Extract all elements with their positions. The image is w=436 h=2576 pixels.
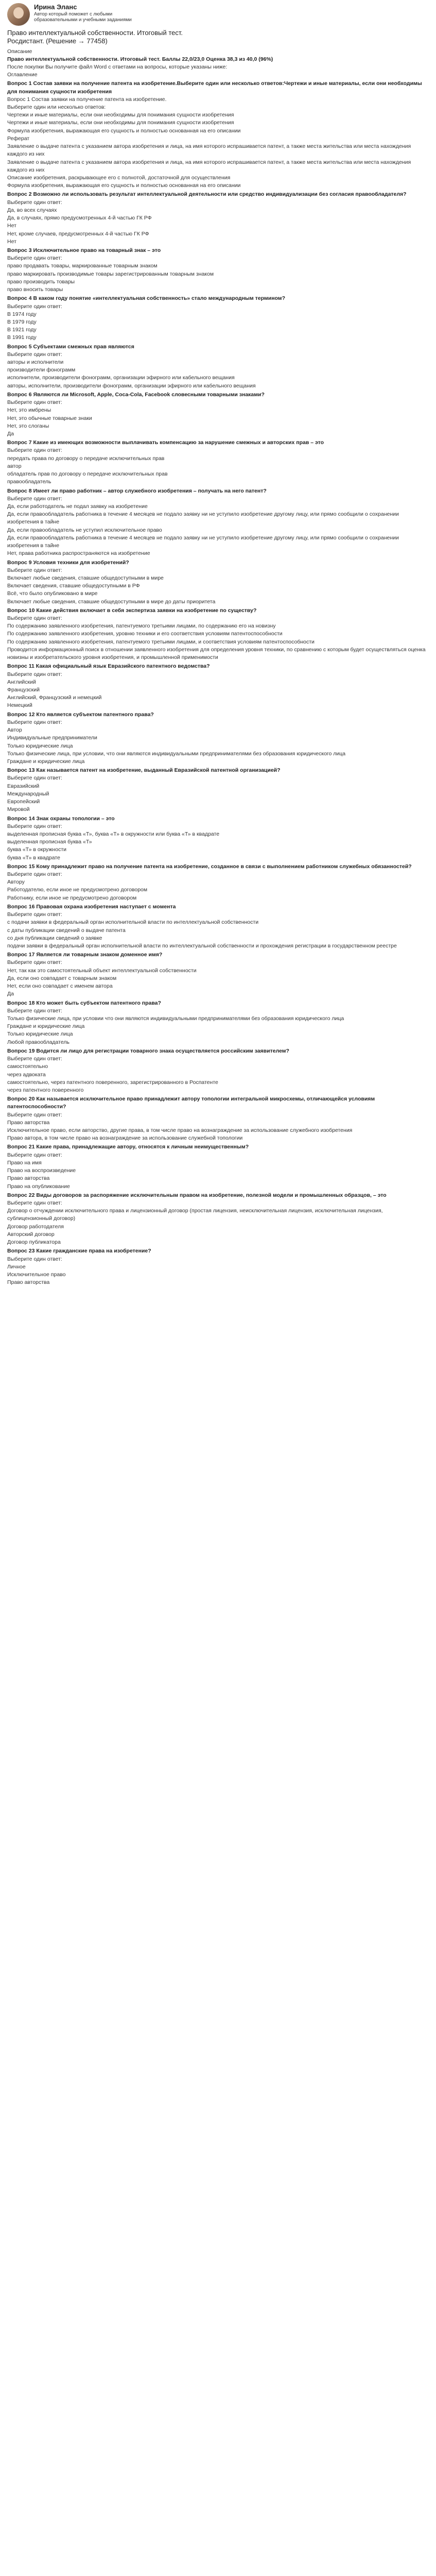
answer-option: Нет, если оно совпадает с именем автора <box>7 983 113 990</box>
answer-option: Исключительное право <box>7 1271 66 1278</box>
question-title: Вопрос 5 Субъектами смежных прав являются <box>7 343 134 350</box>
choose-prompt: Выберите один ответ: <box>7 303 62 310</box>
answer-option: Включает любые сведения, ставшие общедоступными в мире <box>7 574 164 581</box>
answer-option: Работодателю, если иное не предусмотрено договором <box>7 887 148 893</box>
answer-option: с даты публикации сведений о выдаче патента <box>7 927 126 934</box>
choose-prompt: Выберите один ответ: <box>7 495 62 502</box>
answer-option: По содержанию заявленного изобретения, уровню техники и его соответствия условиям патентоспособности <box>7 631 283 637</box>
answer-option: Только юридические лица <box>7 1031 73 1038</box>
answer-option: По содержанию заявленного изобретения, патентуемого третьими лицами, по содержанию его на новизну <box>7 623 276 630</box>
choose-prompt: Выберите один ответ: <box>7 911 62 918</box>
answer-option: Да, если работодатель не подал заявку на изобретение <box>7 503 148 510</box>
answer-option: Французский <box>7 687 40 693</box>
author-info <box>34 3 152 23</box>
answer-option: Чертежи и иные материалы, если они необходимы для понимания сущности изобретения <box>7 120 234 126</box>
choose-prompt: Выберите один ответ: <box>7 775 62 782</box>
question-title: Вопрос 22 Виды договоров за распоряжение исключительным правом на изобретение, полезной модели и промышленных образцов, – это <box>7 1192 387 1198</box>
choose-prompt: Выберите один ответ: <box>7 1151 62 1158</box>
question-block <box>7 607 429 662</box>
question-title: Вопрос 19 Водится ли лицо для регистрации товарного знака осуществляется российским заявителем? <box>7 1047 289 1054</box>
question-title: Вопрос 14 Знак охраны топологии – это <box>7 815 115 822</box>
question-block <box>7 863 429 902</box>
answer-option: Автору <box>7 879 25 886</box>
answer-option: По содержанию заявленного изобретения, патентуемого третьими лицами, и соответствия условиям патентоспособности <box>7 638 315 645</box>
question-block <box>7 487 429 558</box>
answer-option: Проводится информационный поиск в отношении заявленного изобретения для определения уровня техники, по сравнению с которым будет осуществляться оценка новизны и изобретательского уровня изобретения, и промышленной применимости <box>7 646 426 661</box>
answer-option: Индивидуальные предприниматели <box>7 735 97 741</box>
answer-option: Договор о отчуждении исключительного права и лицензионный договор (простая лицензия, неисключительная лицензия, исключительная лицензия, сублицензионный договор) <box>7 1208 383 1222</box>
question-title: Вопрос 23 Какие гражданские права на изобретение? <box>7 1248 151 1255</box>
choose-prompt: Выберите один ответ: <box>7 1111 62 1118</box>
answer-option: авторы и исполнители <box>7 359 64 366</box>
author-description: Автор который поможет с любыми образовательными и учебными заданиями <box>34 11 132 23</box>
answer-option: Заявление о выдаче патента с указанием автора изобретения и лица, на имя которого испрашивается патент, а также места жительства или места нахождения каждого из них <box>7 159 411 173</box>
choose-prompt: Выберите один ответ: <box>7 567 62 573</box>
answer-option: право продавать товары, маркированные товарным знаком <box>7 263 158 269</box>
question-block <box>7 903 429 950</box>
choose-prompt: Выберите один ответ: <box>7 823 62 829</box>
answer-option: В 1974 году <box>7 311 37 317</box>
answer-option: Граждане и юридические лица <box>7 1023 85 1030</box>
answer-option: В 1991 году <box>7 334 37 341</box>
question-title: Вопрос 4 В каком году понятие «интеллектуальная собственность» стало международным термином? <box>7 295 285 302</box>
answer-option: Только физические лица, при условии что они являются индивидуальными предпринимателями без образования юридического лица <box>7 1015 344 1022</box>
answer-option: самостоятельно <box>7 1063 48 1070</box>
answer-option: Реферат <box>7 135 30 142</box>
answer-option: Только юридические лица <box>7 742 73 749</box>
answer-option: Да, во всех случаях <box>7 207 57 213</box>
answer-option: Авторский договор <box>7 1231 55 1238</box>
answer-option: авторы, исполнители, производители фонограмм, организации эфирного или кабельного вещания <box>7 382 256 389</box>
toc-label: Оглавление <box>7 72 38 78</box>
answer-option: Международный <box>7 790 49 797</box>
answer-option: буква «Т» в окружности <box>7 846 66 853</box>
answer-option: Право на воспроизведение <box>7 1167 76 1174</box>
title-block <box>7 29 429 46</box>
question-block <box>7 1143 429 1190</box>
question-block <box>7 295 429 342</box>
answer-option: Формула изобретения, выражающая его сущность и полностью основанная на его описании <box>7 182 241 189</box>
question-title: Вопрос 9 Условия техники для изобретений? <box>7 559 129 566</box>
answer-option: Нет, это слоганы <box>7 422 49 429</box>
answer-option: передать права по договору о передаче исключительных прав <box>7 455 165 462</box>
answer-option: Включает сведения, ставшие общедоступными в РФ <box>7 583 140 589</box>
answer-option: Всё, что было опубликовано в мире <box>7 590 98 597</box>
answer-option: через патентного поверенного <box>7 1087 84 1093</box>
answer-option: правообладатель <box>7 479 51 485</box>
answer-option: Да <box>7 991 14 997</box>
answer-option: выделенная прописная буква «Т», буква «Т» в окружности или буква «Т» в квадрате <box>7 831 220 837</box>
answer-option: Евразийский <box>7 783 40 789</box>
question-title: Вопрос 21 Какие права, принадлежащие автору, относятся к личным неимущественным? <box>7 1144 249 1150</box>
question-title: Вопрос 1 Состав заявки на получение патента на изобретение.Выберите один или несколько ответов:Чертежи и иные материалы, если они необходимы для понимания сущности изобретения <box>7 80 422 95</box>
question-block <box>7 663 429 709</box>
answer-option: Английский <box>7 679 36 685</box>
question-block <box>7 559 429 606</box>
answer-option: Нет, права работника распространяются на изобретение <box>7 550 150 557</box>
question-block <box>7 1095 429 1142</box>
answer-option: через адвоката <box>7 1071 46 1078</box>
answer-option: самостоятельно, через патентного поверенного, зарегистрированного в Роспатенте <box>7 1079 218 1086</box>
answer-option: Описание изобретения, раскрывающее его с полнотой, достаточной для осуществления <box>7 175 231 181</box>
answer-option: со дня публикации сведений о заявке <box>7 935 102 941</box>
question-title: Вопрос 7 Какие из имеющих возможности выплачивать компенсацию за нарушение смежных и авторских прав – это <box>7 439 324 446</box>
answer-option: Английский, Французский и немецкий <box>7 694 102 701</box>
question-title: Вопрос 16 Правовая охрана изобретения наступает с момента <box>7 903 176 910</box>
answer-option: В 1979 году <box>7 318 37 325</box>
question-block <box>7 391 429 438</box>
answer-option: Нет, это обычные товарные знаки <box>7 415 92 421</box>
answer-option: Включает любые сведения, ставшие общедоступными в мире до даты приоритета <box>7 598 216 605</box>
answer-option: исполнители, производители фонограмм, организации эфирного или кабельного вещания <box>7 375 235 381</box>
answer-option: Да, если правообладатель работника в течение 4 месяцев не подало заявку ни не уступило изобретение другому лицу, или прямо сообщили о сохранении изобретения в тайне <box>7 511 399 526</box>
choose-prompt: Выберите один ответ: <box>7 351 62 358</box>
choose-prompt: Выберите один ответ: <box>7 255 62 262</box>
answer-option: Договор работодателя <box>7 1223 64 1230</box>
question-title: Вопрос 12 Кто является субъектом патентного права? <box>7 711 154 718</box>
answer-option: Исключительное право, если авторство, другие права, в том числе право на вознаграждение за использование служебного изобретения <box>7 1127 353 1134</box>
choose-prompt: Выберите один ответ: <box>7 199 62 206</box>
answer-option: Право авторства <box>7 1175 50 1182</box>
answer-option: право маркировать производимые товары зарегистрированным товарным знаком <box>7 270 214 277</box>
answer-option: Заявление о выдаче патента с указанием автора изобретения и лица, на имя которого испрашивается патент, а также места жительства или места нахождения каждого из них <box>7 143 411 158</box>
question-block <box>7 815 429 862</box>
answer-option: Да, если оно совпадает с товарным знаком <box>7 975 117 981</box>
answer-option: выделенная прописная буква «Т» <box>7 839 92 845</box>
answer-option: право производить товары <box>7 278 75 285</box>
answer-option: обладатель прав по договору о передаче исключительных прав <box>7 471 168 478</box>
question-block <box>7 1047 429 1094</box>
choose-prompt: Выберите один ответ: <box>7 671 62 677</box>
question-title: Вопрос 3 Исключительное право на товарный знак – это <box>7 247 161 253</box>
answer-option: Только физические лица, при условии, что они являются индивидуальными предпринимателями без образования юридического лица <box>7 750 346 757</box>
answer-option: Личное <box>7 1263 26 1270</box>
answer-option: Нет, это имбрены <box>7 407 51 414</box>
answer-option: Немецкий <box>7 702 32 709</box>
question-title: Вопрос 8 Имеет ли право работник – автор служебного изобретения – получать на него патент? <box>7 487 267 494</box>
question-block <box>7 999 429 1046</box>
choose-prompt: Выберите один ответ: <box>7 1007 62 1014</box>
question-block <box>7 767 429 814</box>
question-block <box>7 439 429 486</box>
description-label: Описание <box>7 48 32 55</box>
choose-prompt: Выберите один ответ: <box>7 1256 62 1262</box>
answer-option: Да, если правообладатель не уступил исключительное право <box>7 527 162 533</box>
choose-prompt: Выберите один ответ: <box>7 871 62 878</box>
answer-option: Выберите один или несколько ответов: <box>7 104 106 111</box>
question-block <box>7 711 429 766</box>
choose-prompt: Выберите один ответ: <box>7 1200 62 1206</box>
answer-option: Нет <box>7 223 16 229</box>
answer-option: Да, в случаях, прямо предусмотренных 4-й частью ГК РФ <box>7 215 152 222</box>
choose-prompt: Выберите один ответ: <box>7 1056 62 1062</box>
answer-option: производители фонограмм <box>7 367 76 374</box>
answer-option: Право авторства <box>7 1279 50 1286</box>
choose-prompt: Выберите один ответ: <box>7 447 62 454</box>
question-title: Вопрос 6 Являются ли Microsoft, Apple, Coca-Cola, Facebook словесными товарными знаками? <box>7 391 265 398</box>
question-block <box>7 1192 429 1247</box>
question-block <box>7 1247 429 1286</box>
description-text: После покупки Вы получите файл Word с ответами на вопросы, которые указаны ниже: <box>7 63 228 70</box>
answer-option: Европейский <box>7 799 40 805</box>
answer-option: В 1921 году <box>7 327 37 333</box>
answer-option: Право на имя <box>7 1159 42 1166</box>
question-title: Вопрос 10 Какие действия включает в себя экспертиза заявки на изобретение по существу? <box>7 607 257 614</box>
author-name[interactable]: Ирина Эланс <box>34 3 77 11</box>
answer-option: Право авторства <box>7 1119 50 1126</box>
answer-option: с подачи заявки в федеральный орган исполнительной власти по интеллектуальной собственности <box>7 919 259 926</box>
answer-option: Формула изобретения, выражающая его сущность и полностью основанная на его описании <box>7 127 241 134</box>
answer-option: Работнику, если иное не предусмотрено договором <box>7 894 137 901</box>
question-title: Вопрос 17 Является ли товарным знаком доменное имя? <box>7 952 163 958</box>
question-block <box>7 80 429 190</box>
question-title: Вопрос 15 Кому принадлежит право на получение патента на изобретение, созданное в связи с выполнением работником служебных обязанностей? <box>7 863 412 870</box>
choose-prompt: Выберите один ответ: <box>7 399 62 406</box>
answer-option: Вопрос 1 Состав заявки на получение патента на изобретение. <box>7 96 167 103</box>
question-title: Вопрос 20 Как называется исключительное право принадлежит автору топологии интегральной микросхемы, отличающейся условиям патентоспособности? <box>7 1096 375 1110</box>
question-list <box>7 80 429 1286</box>
avatar[interactable] <box>7 3 30 26</box>
answer-option: Нет, кроме случаев, предусмотренных 4-й частью ГК РФ <box>7 230 149 237</box>
question-block <box>7 191 429 246</box>
answer-option: Автор <box>7 727 22 734</box>
answer-option: Мировой <box>7 806 30 813</box>
answer-option: Граждане и юридические лица <box>7 758 85 765</box>
page-subtitle: Росдистант. (Решение → 77458) <box>7 37 108 45</box>
choose-prompt: Выберите один ответ: <box>7 615 62 622</box>
answer-option: Да, если правообладатель работника в течение 4 месяцев не подало заявку ни не уступило изобретение другому лицу, или прямо сообщили о сохранении изобретения в тайне <box>7 534 399 549</box>
answer-option: Право автора, в том числе право на вознаграждение за использование служебной топологии <box>7 1135 243 1142</box>
question-title: Вопрос 13 Как называется патент на изобретение, выданный Евразийской патентной организацией? <box>7 767 281 774</box>
choose-prompt: Выберите один ответ: <box>7 959 62 966</box>
choose-prompt: Выберите один ответ: <box>7 719 62 725</box>
answer-option: подачи заявки в федеральный орган исполнительной власти по интеллектуальной собственности и прохождения регистрации в государственном реестре <box>7 943 397 949</box>
answer-option: Да <box>7 431 14 437</box>
answer-option: Договор публикатора <box>7 1239 61 1246</box>
question-block <box>7 951 429 998</box>
answer-option: Нет <box>7 238 16 245</box>
answer-option: Нет, так как это самостоятельный объект интеллектуальной собственности <box>7 967 197 974</box>
page-title: Право интеллектуальной собственности. Итоговый тест. <box>7 29 183 37</box>
answer-option: Право на опубликование <box>7 1183 70 1190</box>
description-heading: Право интеллектуальной собственности. Итоговый тест. Баллы 22,0/23,0 Оценка 38,3 из 40,0 (96%) <box>7 56 273 62</box>
answer-option: буква «Т» в квадрате <box>7 854 60 861</box>
answer-option: Любой правообладатель <box>7 1039 69 1045</box>
question-title: Вопрос 2 Возможно ли использовать результат интеллектуальной деятельности или средство индивидуализации без согласия правообладателя? <box>7 191 407 198</box>
question-title: Вопрос 18 Кто может быть субъектом патентного права? <box>7 999 161 1006</box>
answer-option: Чертежи и иные материалы, если они необходимы для понимания сущности изобретения <box>7 112 234 118</box>
answer-option: право вносить товары <box>7 286 63 293</box>
author-block <box>7 3 429 28</box>
answer-option: автор <box>7 463 22 469</box>
question-block <box>7 343 429 390</box>
question-title: Вопрос 11 Какая официальный язык Евразийского патентного ведомства? <box>7 663 210 670</box>
question-block <box>7 247 429 294</box>
